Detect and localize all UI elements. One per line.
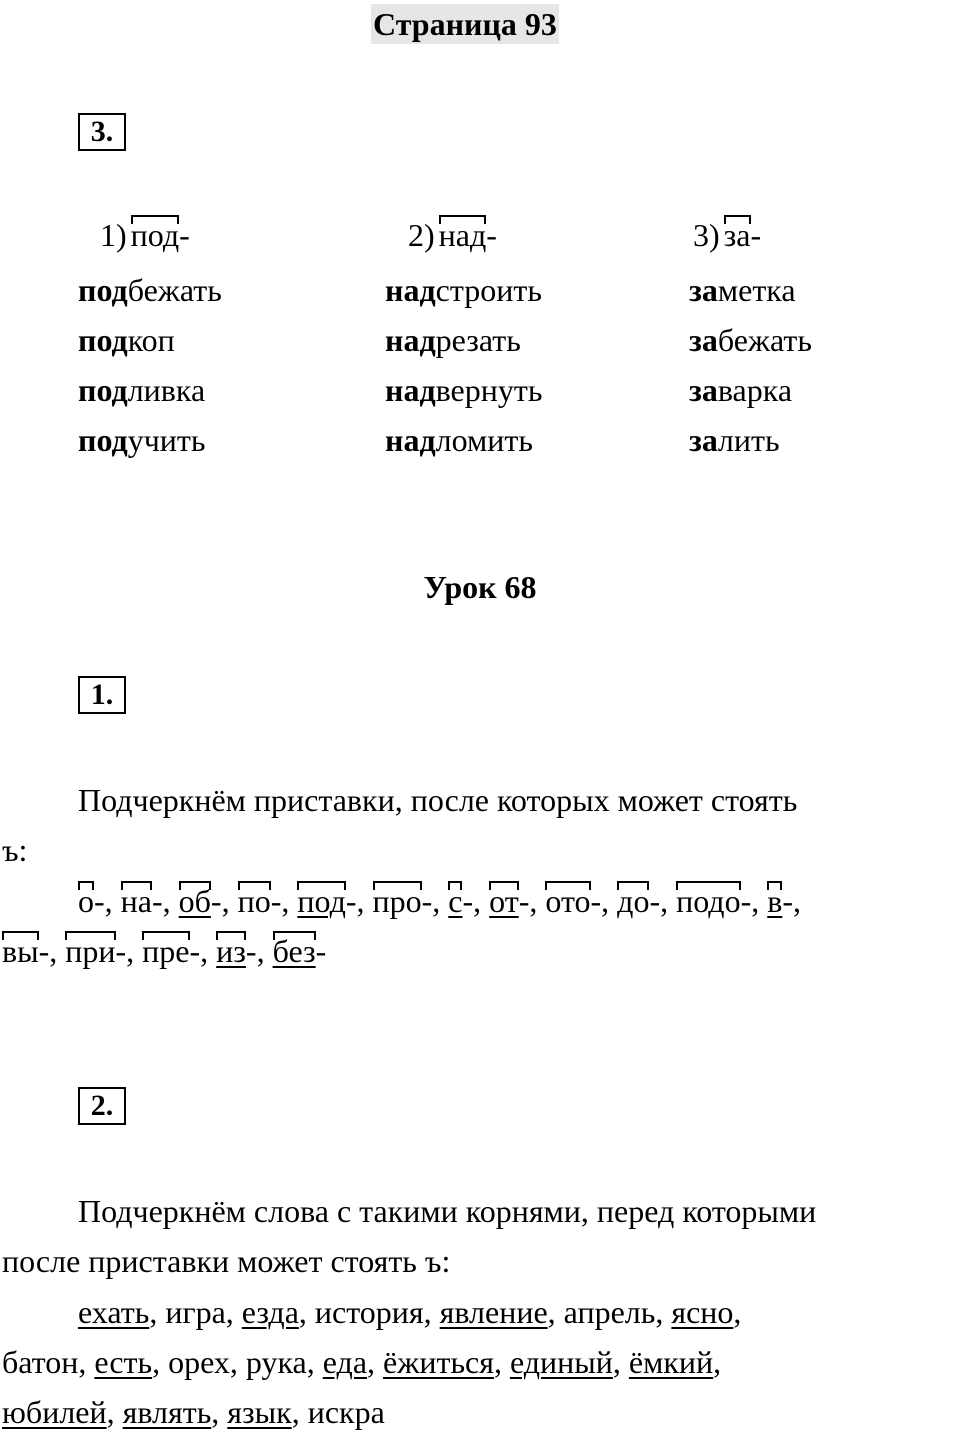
prefix-item: об (178, 883, 211, 919)
column-2-number: 2) (408, 217, 435, 253)
word-item: ёмкий (628, 1344, 714, 1380)
separator: -, (782, 883, 801, 919)
separator: , (612, 1344, 629, 1380)
column-2-prefix: над (438, 217, 487, 253)
separator: -, (94, 883, 121, 919)
separator: -, (740, 883, 768, 919)
task-1-number: 1. (78, 676, 126, 714)
prefix-item: под (297, 883, 346, 919)
prefix-item: при (65, 933, 116, 969)
separator: -, (421, 883, 449, 919)
separator: -, (518, 883, 546, 919)
prefix-line-2 (2, 931, 326, 971)
task-2-intro-line-2: после приставки может стоять ъ: (2, 1243, 451, 1279)
prefix-item: вы (2, 933, 39, 969)
word-item: езда (241, 1294, 299, 1330)
task-2-number: 2. (78, 1087, 126, 1125)
word-line-3 (2, 1392, 385, 1432)
prefix-item: пре (142, 933, 190, 969)
separator: , (713, 1344, 722, 1380)
prefix-item: по (237, 883, 271, 919)
column-2-heading (408, 215, 708, 255)
task-2-intro-line-1: Подчеркнём слова с такими корнями, перед которыми (78, 1193, 817, 1229)
separator: -, (115, 933, 143, 969)
prefix-item: без (272, 933, 316, 969)
word-item: апрель (563, 1294, 656, 1330)
separator: , (211, 1394, 228, 1430)
word: забежать (689, 322, 812, 358)
prefix-item: от (489, 883, 519, 919)
prefix-item: до (617, 883, 650, 919)
prefix-item: из (216, 933, 246, 969)
separator: - (315, 933, 327, 969)
separator: , (655, 1294, 672, 1330)
separator: , (733, 1294, 742, 1330)
word-item: ёжиться (383, 1344, 494, 1380)
word-item: ясно (671, 1294, 734, 1330)
word: заварка (689, 372, 793, 408)
separator: -, (590, 883, 618, 919)
separator: , (547, 1294, 564, 1330)
column-1-words (78, 265, 378, 465)
separator: , (225, 1294, 242, 1330)
prefix-item: с (448, 883, 463, 919)
word: заметка (689, 272, 796, 308)
word-item: история (314, 1294, 424, 1330)
word: надломить (385, 422, 533, 458)
word: подкоп (78, 322, 175, 358)
separator: -, (462, 883, 490, 919)
task-3-number: 3. (78, 113, 126, 151)
prefix-item: на (120, 883, 152, 919)
word-item: игра (165, 1294, 226, 1330)
separator: , (423, 1294, 440, 1330)
prefix-item: ото (545, 883, 591, 919)
word-item: батон (2, 1344, 79, 1380)
separator: , (229, 1344, 246, 1380)
word: надстроить (385, 272, 542, 308)
word: подучить (78, 422, 206, 458)
word: подбежать (78, 272, 222, 308)
word-item: искра (307, 1394, 385, 1430)
separator: , (106, 1394, 123, 1430)
separator: -, (649, 883, 677, 919)
column-1-heading (100, 215, 400, 255)
prefix-item: про (372, 883, 422, 919)
separator: -, (270, 883, 298, 919)
word-item: ехать (78, 1294, 150, 1330)
word-item: еда (322, 1344, 368, 1380)
prefix-item: подо (676, 883, 741, 919)
separator: , (367, 1344, 384, 1380)
word: залить (689, 422, 780, 458)
separator: -, (151, 883, 179, 919)
task-1-intro: Подчеркнём приставки, после которых может стоять (78, 782, 798, 818)
column-3-dash: - (750, 217, 762, 253)
word-item: явление (439, 1294, 548, 1330)
word-item: единый (509, 1344, 613, 1380)
word: подливка (78, 372, 206, 408)
separator: , (149, 1294, 166, 1330)
separator: -, (345, 883, 373, 919)
word-item: есть (94, 1344, 153, 1380)
column-2-words (385, 265, 685, 465)
word: надрезать (385, 322, 521, 358)
prefix-line-1 (78, 881, 801, 921)
column-3-heading (693, 215, 960, 255)
separator: , (298, 1294, 315, 1330)
separator: , (152, 1344, 169, 1380)
page-title: Страница 93 (373, 6, 557, 42)
column-3-words (689, 265, 960, 465)
column-1-dash: - (179, 217, 190, 253)
prefix-item: о (78, 883, 94, 919)
task-1-intro-tail: ъ: (2, 832, 28, 868)
separator: , (493, 1344, 510, 1380)
prefix-item: в (767, 883, 783, 919)
lesson-heading: Урок 68 (423, 569, 537, 605)
word: надвернуть (385, 372, 543, 408)
separator: -, (210, 883, 238, 919)
word-item: являть (122, 1394, 212, 1430)
word-item: юбилей (2, 1394, 107, 1430)
separator: , (291, 1394, 308, 1430)
separator: -, (189, 933, 217, 969)
column-2-dash: - (486, 217, 497, 253)
column-3-prefix: за (723, 217, 751, 253)
separator: -, (38, 933, 66, 969)
word-line-1 (78, 1292, 741, 1332)
column-3-number: 3) (693, 217, 720, 253)
word-item: язык (227, 1394, 292, 1430)
word-line-2 (2, 1342, 721, 1382)
word-item: орех (168, 1344, 230, 1380)
separator: , (306, 1344, 323, 1380)
word-item: рука (245, 1344, 307, 1380)
column-1-prefix: под (130, 217, 180, 253)
column-1-number: 1) (100, 217, 127, 253)
separator: , (78, 1344, 95, 1380)
separator: -, (245, 933, 273, 969)
